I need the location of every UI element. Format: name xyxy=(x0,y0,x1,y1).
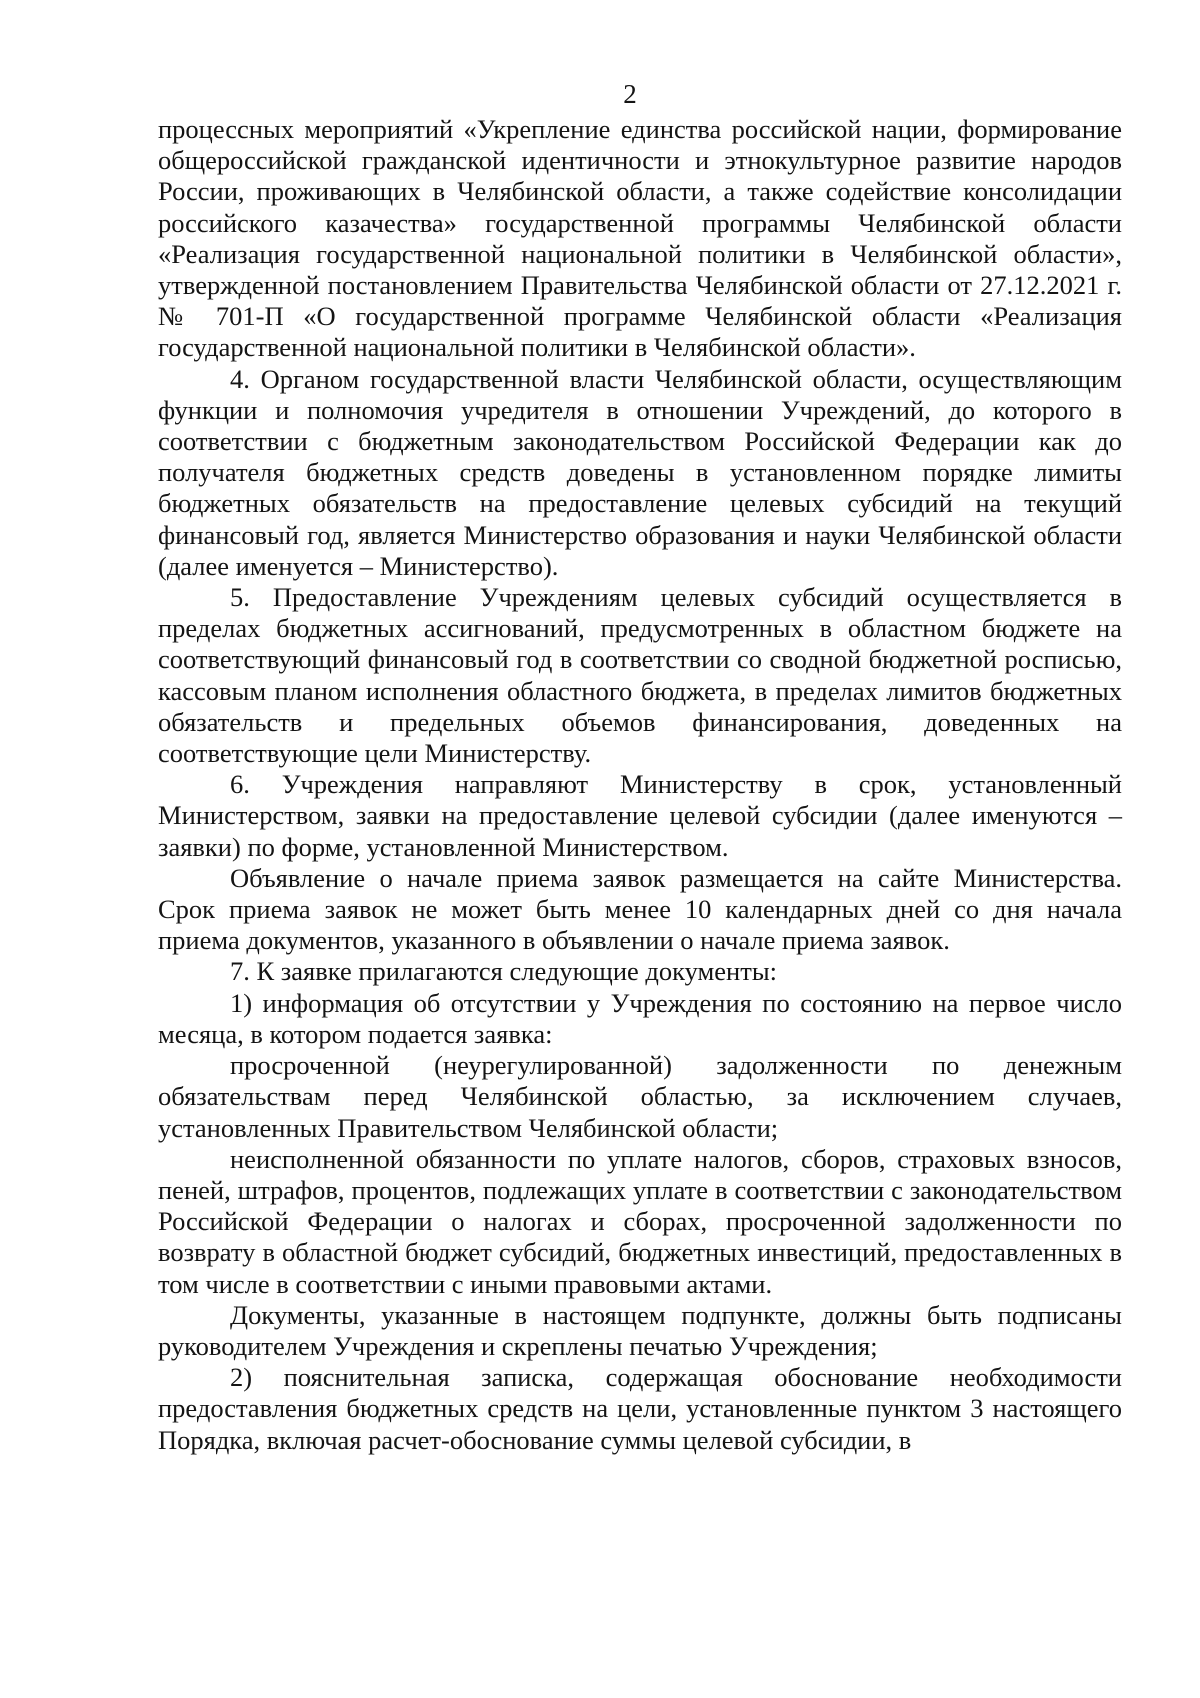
paragraph-item-4: 4. Органом государственной власти Челябинской области, осуществляющим функции и полномочия учредителя в отношении Учреждений, до которого в соответствии с бюджетным законодательством Российской Федерации как до получателя бюджетных средств доведены в установленном порядке лимиты бюджетных обязательств на предоставление целевых субсидий на текущий финансовый год, является Министерство образования и науки Челябинской области (далее именуется – Министерство). xyxy=(158,363,1122,581)
paragraph-announcement: Объявление о начале приема заявок размещается на сайте Министерства. Срок приема заявок не может быть менее 10 календарных дней со дня начала приема документов, указанного в объявлении о начале приема заявок. xyxy=(158,862,1122,956)
paragraph-subitem-1: 1) информация об отсутствии у Учреждения по состоянию на первое число месяца, в котором подается заявка: xyxy=(158,987,1122,1049)
paragraph-signature-requirement: Документы, указанные в настоящем подпункте, должны быть подписаны руководителем Учреждения и скреплены печатью Учреждения; xyxy=(158,1299,1122,1361)
document-body xyxy=(158,114,1122,1456)
paragraph-continuation: процессных мероприятий «Укрепление единства российской нации, формирование общероссийской гражданской идентичности и этнокультурное развитие народов России, проживающих в Челябинской области, а также содействие консолидации российского казачества» государственной программы Челябинской области «Реализация государственной национальной политики в Челябинской области», утвержденной постановлением Правительства Челябинской области от 27.12.2021 г. № 701-П «О государственной программе Челябинской области «Реализация государственной национальной политики в Челябинской области». xyxy=(158,114,1122,363)
paragraph-item-7: 7. К заявке прилагаются следующие документы: xyxy=(230,956,777,987)
paragraph-unfulfilled-obligation: неисполненной обязанности по уплате налогов, сборов, страховых взносов, пеней, штрафов, процентов, подлежащих уплате в соответствии с законодательством Российской Федерации о налогах и сборах, просроченной задолженности по возврату в областной бюджет субсидий, бюджетных инвестиций, предоставленных в том числе в соответствии с иными правовыми актами. xyxy=(158,1143,1122,1299)
paragraph-item-6: 6. Учреждения направляют Министерству в срок, установленный Министерством, заявки на предоставление целевой субсидии (далее именуются – заявки) по форме, установленной Министерством. xyxy=(158,769,1122,862)
paragraph-overdue-debt: просроченной (неурегулированной) задолженности по денежным обязательствам перед Челябинской областью, за исключением случаев, установленных Правительством Челябинской области; xyxy=(158,1050,1122,1143)
paragraph-item-5: 5. Предоставление Учреждениям целевых субсидий осуществляется в пределах бюджетных ассигнований, предусмотренных в областном бюджете на соответствующий финансовый год в соответствии со сводной бюджетной росписью, кассовым планом исполнения областного бюджета, в пределах лимитов бюджетных обязательств и предельных объемов финансирования, доведенных на соответствующие цели Министерству. xyxy=(158,582,1122,769)
paragraph-subitem-2: 2) пояснительная записка, содержащая обоснование необходимости предоставления бюджетных средств на цели, установленные пунктом 3 настоящего Порядка, включая расчет-обоснование суммы целевой субсидии, в xyxy=(158,1362,1122,1455)
page-number: 2 xyxy=(623,79,637,109)
